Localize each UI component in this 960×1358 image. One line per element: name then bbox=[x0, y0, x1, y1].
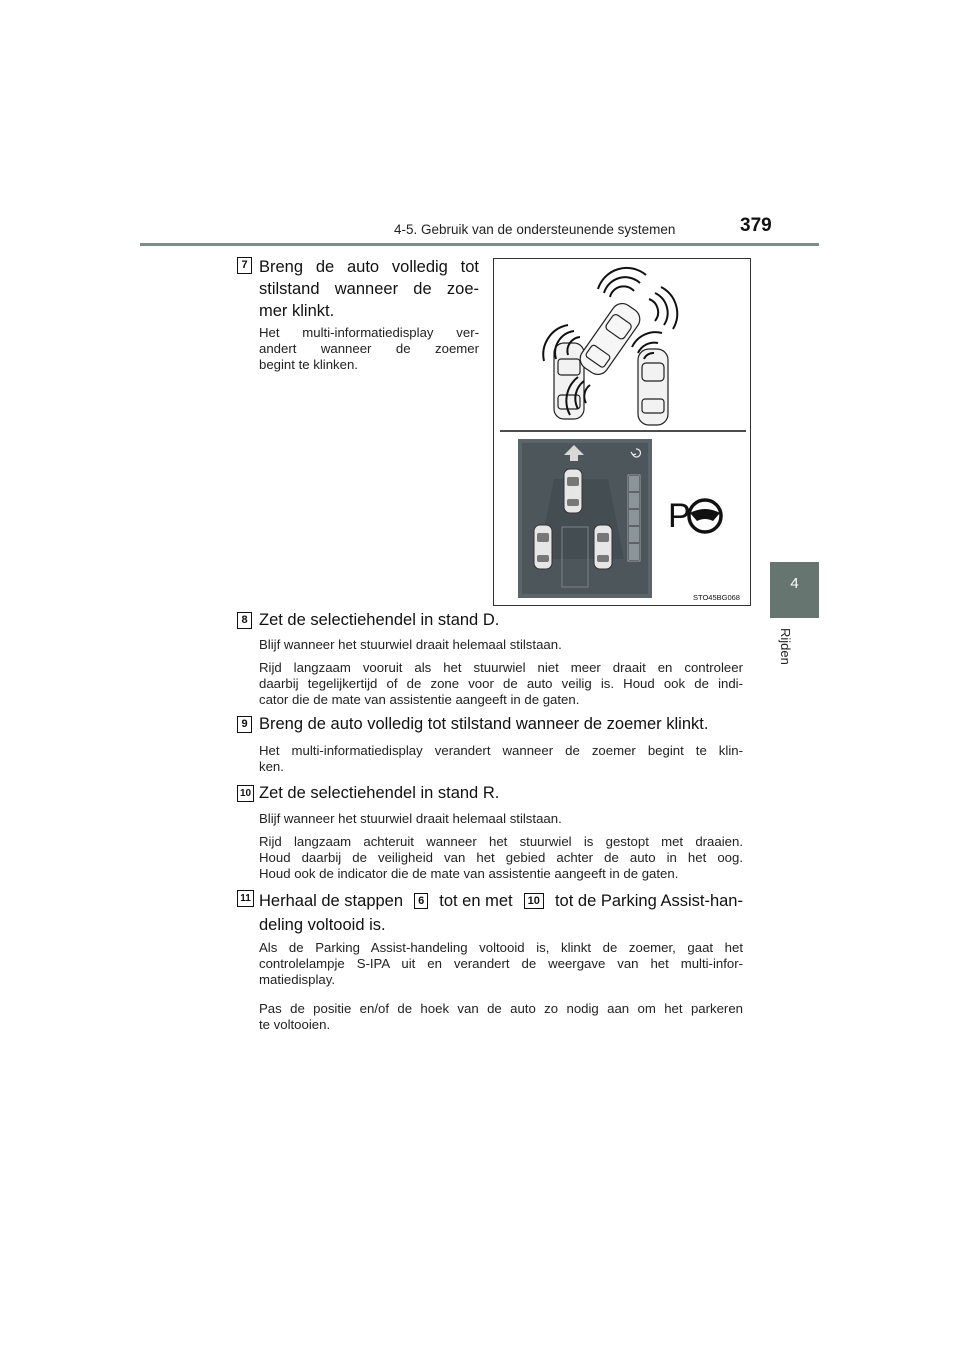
title-part: Herhaal de stappen bbox=[259, 892, 404, 910]
body-line: Houd daarbij de veiligheid van het gebied achter de auto in het oog. bbox=[259, 850, 743, 865]
page-number: 379 bbox=[740, 215, 772, 236]
parked-car-left bbox=[554, 343, 584, 419]
body-line: begint te klinken. bbox=[259, 357, 358, 372]
step-11-para2 bbox=[259, 1001, 743, 1033]
body-line: Houd ook de indicator die de mate van assistentie aangeeft in de gaten. bbox=[259, 866, 679, 881]
body-line: Pas de positie en/of de hoek van de auto zo nodig aan om het parkeren bbox=[259, 1001, 743, 1016]
steering-wheel-icon bbox=[689, 500, 721, 532]
display-car-right bbox=[594, 525, 612, 569]
step-7-title bbox=[259, 256, 479, 322]
step-ref-10: 10 bbox=[524, 893, 544, 909]
step-badge-11: 11 bbox=[237, 890, 254, 907]
body-line: Het multi-informatiedisplay ver- bbox=[259, 325, 479, 340]
step-9-title: Breng de auto volledig tot stilstand wanneer de zoemer klinkt. bbox=[259, 715, 709, 733]
step-8-para1: Blijf wanneer het stuurwiel draait helemaal stilstaan. bbox=[259, 637, 562, 652]
body-line: controlelampje S-IPA uit en verandert de weergave van het multi-infor- bbox=[259, 956, 743, 971]
title-line: deling voltooid is. bbox=[259, 916, 386, 934]
body-line: daarbij tegelijkertijd of de zone voor de auto veilig is. Houd ook de indi- bbox=[259, 676, 743, 691]
body-line: Rijd langzaam vooruit als het stuurwiel niet meer draait en controleer bbox=[259, 660, 743, 675]
body-line: matiedisplay. bbox=[259, 972, 335, 987]
display-car-center bbox=[564, 469, 582, 513]
step-badge-8: 8 bbox=[237, 612, 252, 629]
p-symbol: P bbox=[668, 497, 691, 535]
body-line: Het multi-informatiedisplay verandert wanneer de zoemer begint te klin- bbox=[259, 743, 743, 758]
chapter-number: 4 bbox=[790, 575, 799, 592]
step-8-para2 bbox=[259, 660, 743, 708]
maneuvering-car bbox=[576, 299, 644, 378]
step-8-title: Zet de selectiehendel in stand D. bbox=[259, 611, 500, 629]
body-line: te voltooien. bbox=[259, 1017, 331, 1032]
multi-info-display bbox=[518, 439, 652, 598]
parking-illustration bbox=[494, 259, 750, 605]
body-line: andert wanneer de zoemer bbox=[259, 341, 479, 356]
step-ref-6: 6 bbox=[414, 893, 428, 909]
body-line: cator die de mate van assistentie aangeeft in de gaten. bbox=[259, 692, 580, 707]
parking-assist-figure bbox=[493, 258, 751, 606]
title-part: tot de Parking Assist-han- bbox=[554, 892, 743, 910]
header-rule bbox=[140, 243, 819, 246]
assist-level-indicator bbox=[628, 475, 640, 561]
title-line bbox=[259, 889, 743, 913]
chapter-label: Rijden bbox=[778, 628, 793, 665]
step-badge-10: 10 bbox=[237, 785, 254, 802]
step-badge-9: 9 bbox=[237, 716, 252, 733]
step-10-para2 bbox=[259, 834, 743, 882]
body-line: Rijd langzaam achteruit wanneer het stuurwiel is gestopt met draaien. bbox=[259, 834, 743, 849]
display-car-left bbox=[534, 525, 552, 569]
body-line: Als de Parking Assist-handeling voltooid is, klinkt de zoemer, gaat het bbox=[259, 940, 743, 955]
title-line: mer klinkt. bbox=[259, 302, 335, 320]
title-line: Breng de auto volledig tot bbox=[259, 258, 479, 276]
title-part: tot en met bbox=[439, 892, 513, 910]
parked-car-right bbox=[638, 349, 668, 425]
step-7-body bbox=[259, 325, 479, 373]
title-line: stilstand wanneer de zoe- bbox=[259, 280, 479, 298]
step-badge-7: 7 bbox=[237, 257, 252, 274]
step-10-para1: Blijf wanneer het stuurwiel draait helemaal stilstaan. bbox=[259, 811, 562, 826]
step-11-para1 bbox=[259, 940, 743, 988]
figure-code: STO45BG068 bbox=[693, 593, 740, 602]
body-line: ken. bbox=[259, 759, 284, 774]
step-11-title bbox=[259, 889, 743, 937]
step-10-title: Zet de selectiehendel in stand R. bbox=[259, 784, 500, 802]
section-title: 4-5. Gebruik van de ondersteunende systemen bbox=[394, 222, 676, 237]
step-9-body bbox=[259, 743, 743, 775]
